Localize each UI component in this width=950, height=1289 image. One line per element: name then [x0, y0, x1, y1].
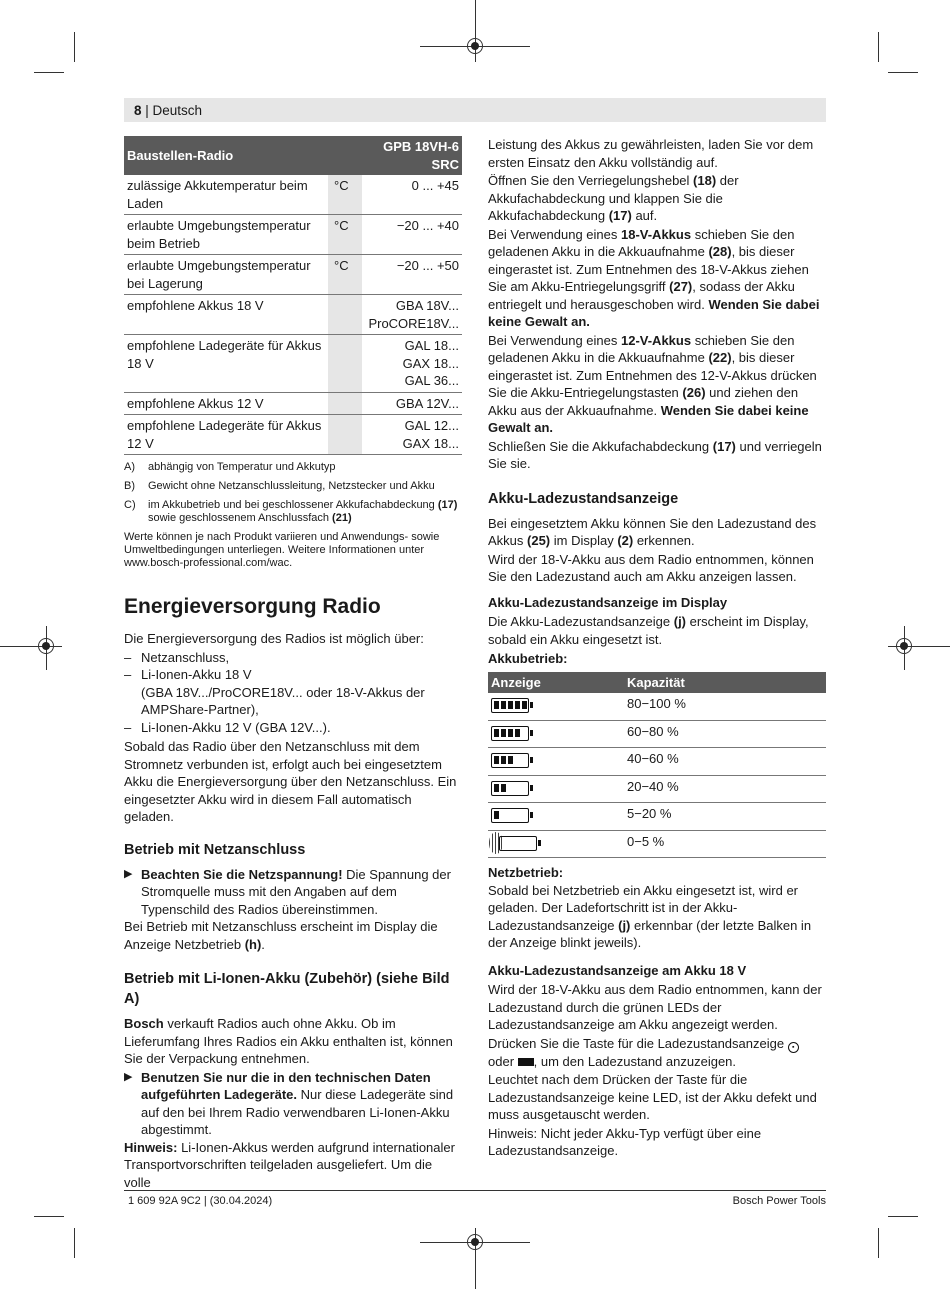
liion-hint: Hinweis: Li-Ionen-Akkus werden aufgrund internationaler Transportvorschriften teilgeladen ausgeliefert. Um die volle	[124, 1139, 455, 1190]
display-heading: Akku-Ladezustandsanzeige im Display	[488, 594, 728, 610]
spec-label: empfohlene Akkus 12 V	[124, 392, 328, 415]
footnote: C) im Akkubetrieb und bei geschlossener Akkufachabdeckung (17) sowie geschlossenem Anschlussfach (21)	[124, 499, 458, 524]
document-number: 1 609 92A 9C2 | (30.04.2024)	[128, 1195, 273, 1207]
spec-unit	[328, 295, 362, 335]
crop-mark	[878, 32, 879, 62]
crop-mark	[34, 1216, 64, 1217]
spec-row	[124, 255, 462, 295]
insert-12v-paragraph: Bei Verwendung eines 12-V-Akkus schieben Sie den geladenen Akku in die Akkuaufnahme (22), bis dieser eingerastet ist. Zum Entnehmen des 12-V-Akkus drücken Sie die Akku-Entriegelungstasten (26) und ziehen den Akku aus der Akkuaufnahme. Wenden Sie dabei keine Gewalt an.	[488, 332, 817, 435]
energy-list-item: – Netzanschluss,	[124, 649, 230, 665]
spec-row	[124, 415, 462, 455]
crop-mark	[74, 32, 75, 62]
spec-unit	[328, 335, 362, 393]
crop-mark	[888, 1216, 918, 1217]
crop-mark	[878, 1228, 879, 1258]
battery-level-icon	[491, 753, 529, 768]
spec-table-header	[124, 136, 462, 175]
arrow-right-icon: ▶	[124, 867, 133, 880]
spec-table-model: GPB 18VH-6 SRC	[362, 136, 462, 175]
footnote-note: Werte können je nach Produkt variieren und Anwendungs- sowie Umweltbedingungen unterliegen. Weitere Informationen unter www.bosch-professional.com/wac.	[124, 531, 440, 569]
charge-paragraph-1: Bei eingesetztem Akku können Sie den Ladezustand des Akkus (25) im Display (2) erkennen.	[488, 515, 817, 548]
mains-warning: ▶ Beachten Sie die Netzspannung! Die Spannung der Stromquelle muss mit den Angaben auf dem Typenschild des Radios übereinstimmen.	[124, 866, 451, 917]
left-column	[124, 136, 462, 1192]
spec-row	[124, 215, 462, 255]
registration-mark-icon	[38, 638, 54, 654]
battery-table-body	[488, 693, 826, 858]
spec-value: GBA 18V... ProCORE18V...	[362, 295, 462, 335]
registration-mark-icon	[896, 638, 912, 654]
charge-button-icon: ▪	[788, 1042, 799, 1053]
spec-row	[124, 295, 462, 335]
battery-table-header	[488, 672, 826, 694]
spec-row	[124, 175, 462, 215]
battery-level-row	[488, 720, 826, 748]
battery-level-icon	[491, 808, 529, 823]
battery-capacity: 0−5 %	[624, 830, 826, 858]
mains-heading: Betrieb mit Netzanschluss	[124, 841, 306, 858]
close-cover-paragraph: Schließen Sie die Akkufachabdeckung (17) und verriegeln Sie sie.	[488, 438, 822, 471]
spec-unit: °C	[328, 215, 362, 255]
spec-unit: °C	[328, 255, 362, 295]
battery-level-icon	[491, 781, 529, 796]
spec-label: empfohlene Ladegeräte für Akkus 12 V	[124, 415, 328, 455]
spec-unit	[328, 415, 362, 455]
insert-18v-paragraph: Bei Verwendung eines 18-V-Akkus schieben Sie den geladenen Akku in die Akkuaufnahme (28), bis dieser eingerastet ist. Zum Entnehmen des 18-V-Akkus ziehen Sie am Akku-Entriegelungsgriff (27), sodass der Akku entriegelt und herausgeschoben wird. Wenden Sie dabei keine Gewalt an.	[488, 226, 820, 329]
spec-table-title: Baustellen-Radio	[124, 136, 362, 175]
liion-warning: ▶ Benutzen Sie nur die in den technischen Daten aufgeführten Ladegeräte. Nur diese Ladegeräte sind auf den bei Ihrem Radio verwendbaren Li-Ionen-Akku abgestimmt.	[124, 1069, 454, 1137]
section-name: Deutsch	[152, 103, 203, 118]
spec-label: erlaubte Umgebungstemperatur beim Betrieb	[124, 215, 328, 255]
battery-level-icon	[491, 726, 529, 741]
battery-capacity: 5−20 %	[624, 803, 826, 831]
page-footer	[124, 1190, 826, 1207]
battery-capacity: 60−80 %	[624, 720, 826, 748]
battery-button-icon	[518, 1058, 534, 1066]
energy-intro: Die Energieversorgung des Radios ist möglich über:	[124, 631, 424, 646]
netzbetrieb-paragraph: Sobald bei Netzbetrieb ein Akku eingesetzt ist, wird er geladen. Der Ladefortschritt ist in der Akku-Ladezustandsanzeige (j) erkennbar (der letzte Balken in der Anzeige blinkt jeweils).	[488, 882, 812, 950]
battery-level-icon	[491, 698, 529, 713]
spec-unit: °C	[328, 175, 362, 215]
spec-value: GAL 18... GAX 18... GAL 36...	[362, 335, 462, 393]
battery-capacity: 20−40 %	[624, 775, 826, 803]
registration-mark-icon	[467, 1234, 483, 1250]
battery-level-row	[488, 693, 826, 720]
netzbetrieb-label: Netzbetrieb:	[488, 865, 564, 880]
spec-row	[124, 335, 462, 393]
crop-mark	[888, 72, 918, 73]
brand-name: Bosch Power Tools	[732, 1195, 826, 1207]
mains-paragraph: Bei Betrieb mit Netzanschluss erscheint im Display die Anzeige Netzbetrieb (h).	[124, 919, 438, 952]
page-header: 8 | Deutsch	[124, 98, 826, 122]
display-paragraph: Die Akku-Ladezustandsanzeige (j) erscheint im Display, sobald ein Akku eingesetzt ist.	[488, 614, 809, 647]
charge-paragraph-2: Wird der 18-V-Akku aus dem Radio entnommen, können Sie den Ladezustand auch am Akku anzeigen lassen.	[488, 551, 814, 584]
battery-capacity: 40−60 %	[624, 748, 826, 776]
arrow-right-icon: ▶	[124, 1070, 133, 1083]
energy-list	[124, 649, 462, 737]
footnotes	[124, 461, 462, 570]
battery-level-table	[488, 672, 826, 859]
spec-label: empfohlene Ladegeräte für Akkus 18 V	[124, 335, 328, 393]
spec-value: GAL 12... GAX 18...	[362, 415, 462, 455]
energy-heading: Energieversorgung Radio	[124, 595, 381, 618]
energy-list-item: – Li-Ionen-Akku 12 V (GBA 12V...).	[124, 719, 331, 735]
continued-paragraph: Leistung des Akkus zu gewährleisten, laden Sie vor dem ersten Einsatz den Akku vollständig auf.	[488, 137, 814, 170]
akku18-paragraph-1: Wird der 18-V-Akku aus dem Radio entnommen, kann der Ladezustand durch die grünen LEDs der Ladezustandsanzeige am Akku angezeigt werden.	[488, 982, 822, 1032]
kapazitaet-header: Kapazität	[624, 672, 826, 694]
spec-value: −20 ... +50	[362, 255, 462, 295]
battery-capacity: 80−100 %	[624, 693, 826, 720]
spec-table	[124, 136, 462, 455]
page-number: 8	[134, 103, 142, 118]
battery-level-row	[488, 830, 826, 858]
energy-list-item: – Li-Ionen-Akku 18 V (GBA 18V.../ProCORE18V... oder 18-V-Akkus der AMPShare-Partner),	[124, 667, 425, 717]
spec-row	[124, 392, 462, 415]
registration-mark-icon	[467, 38, 483, 54]
spec-value: GBA 12V...	[362, 392, 462, 415]
akku18-heading: Akku-Ladezustandsanzeige am Akku 18 V	[488, 962, 747, 978]
akku18-paragraph-3: Leuchtet nach dem Drücken der Taste für die Ladezustandsanzeige keine LED, ist der Akku defekt und muss ausgetauscht werden.	[488, 1072, 817, 1122]
crop-mark	[34, 72, 64, 73]
open-cover-paragraph: Öffnen Sie den Verriegelungshebel (18) der Akkufachabdeckung und klappen Sie die Akkufachabdeckung (17) auf.	[488, 173, 739, 223]
anzeige-header: Anzeige	[488, 672, 624, 694]
battery-level-row	[488, 748, 826, 776]
spec-label: erlaubte Umgebungstemperatur bei Lagerung	[124, 255, 328, 295]
footnote: A) abhängig von Temperatur und Akkutyp	[124, 461, 336, 473]
akkubetrieb-label: Akkubetrieb:	[488, 651, 568, 666]
battery-level-row	[488, 803, 826, 831]
energy-paragraph: Sobald das Radio über den Netzanschluss mit dem Stromnetz verbunden ist, erfolgt auch bei eingesetztem Akku die Energieversorgung über den Netzanschluss. Ein eingesetzter Akku wird in diesem Fall automatisch geladen.	[124, 739, 457, 824]
battery-empty-blinking-icon	[499, 836, 537, 851]
charge-heading: Akku-Ladezustandsanzeige	[488, 490, 679, 507]
crop-mark	[74, 1228, 75, 1258]
battery-level-row	[488, 775, 826, 803]
spec-unit	[328, 392, 362, 415]
liion-paragraph: Bosch verkauft Radios auch ohne Akku. Ob im Lieferumfang Ihres Radios ein Akku enthalten ist, können Sie der Verpackung entnehmen.	[124, 1016, 453, 1066]
spec-value: −20 ... +40	[362, 215, 462, 255]
spec-table-body	[124, 175, 462, 455]
spec-value: 0 ... +45	[362, 175, 462, 215]
akku18-paragraph-2: Drücken Sie die Taste für die Ladezustandsanzeige ▪ oder , um den Ladezustand anzuzeigen.	[488, 1035, 826, 1071]
right-column	[488, 136, 826, 1161]
akku18-paragraph-4: Hinweis: Nicht jeder Akku-Typ verfügt über eine Ladezustandsanzeige.	[488, 1125, 762, 1158]
spec-label: zulässige Akkutemperatur beim Laden	[124, 175, 328, 215]
footnote: B) Gewicht ohne Netzanschlussleitung, Netzstecker und Akku	[124, 480, 435, 492]
liion-heading: Betrieb mit Li-Ionen-Akku (Zubehör) (siehe Bild A)	[124, 971, 450, 1007]
spec-label: empfohlene Akkus 18 V	[124, 295, 328, 335]
